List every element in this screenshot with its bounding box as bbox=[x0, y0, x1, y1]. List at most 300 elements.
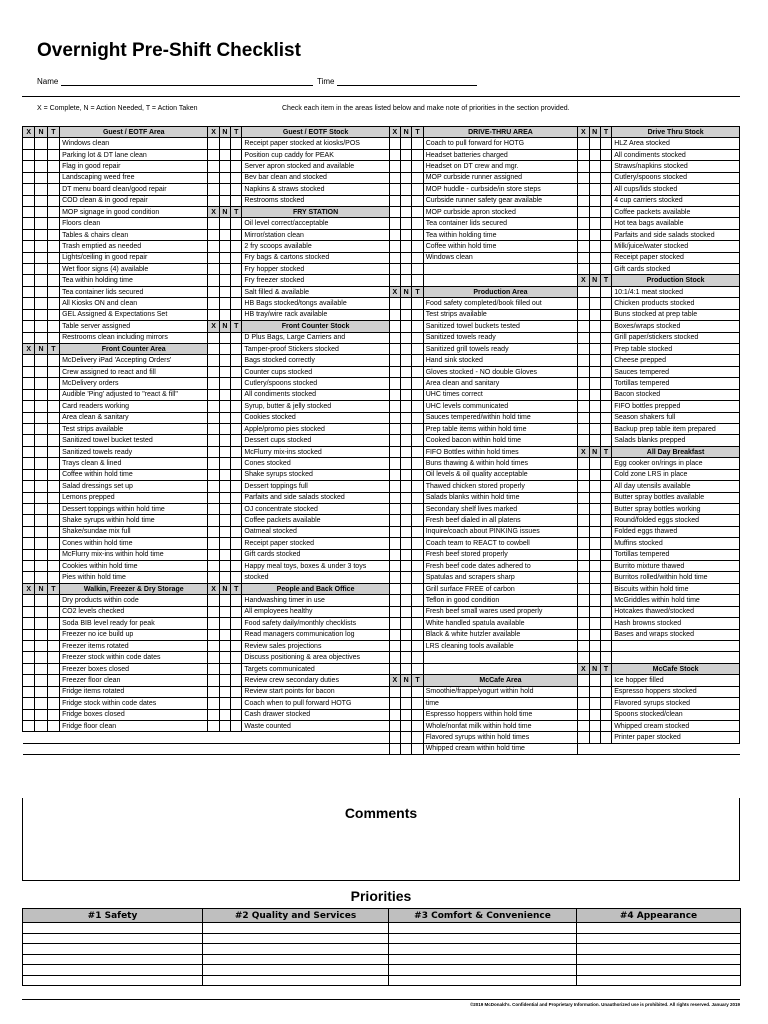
checkbox-x[interactable] bbox=[208, 698, 219, 709]
checkbox-x[interactable] bbox=[23, 709, 35, 720]
checkbox-x[interactable] bbox=[208, 652, 219, 663]
checkbox-n[interactable] bbox=[589, 344, 600, 355]
checkbox-x[interactable] bbox=[389, 161, 400, 172]
checkbox-t[interactable] bbox=[600, 423, 611, 434]
checkbox-n[interactable] bbox=[219, 549, 230, 560]
checkbox-t[interactable] bbox=[231, 640, 242, 651]
checkbox-n[interactable] bbox=[219, 218, 230, 229]
checkbox-t[interactable] bbox=[600, 515, 611, 526]
checkbox-t[interactable] bbox=[231, 389, 242, 400]
checkbox-t[interactable] bbox=[412, 321, 423, 332]
checkbox-x[interactable] bbox=[578, 709, 589, 720]
checkbox-x[interactable] bbox=[578, 423, 589, 434]
checkbox-n[interactable] bbox=[35, 538, 47, 549]
checkbox-t[interactable] bbox=[47, 138, 59, 149]
priority-entry-cell[interactable] bbox=[389, 933, 577, 944]
checkbox-x[interactable] bbox=[23, 401, 35, 412]
checkbox-t[interactable] bbox=[231, 241, 242, 252]
checkbox-x[interactable] bbox=[578, 561, 589, 572]
checkbox-n[interactable] bbox=[589, 583, 600, 594]
checkbox-x[interactable] bbox=[23, 184, 35, 195]
checkbox-n[interactable] bbox=[219, 401, 230, 412]
checkbox-n[interactable] bbox=[219, 686, 230, 697]
time-input-line[interactable] bbox=[337, 77, 477, 86]
checkbox-x[interactable] bbox=[389, 618, 400, 629]
checkbox-t[interactable] bbox=[231, 538, 242, 549]
checkbox-t[interactable] bbox=[600, 355, 611, 366]
checkbox-x[interactable] bbox=[208, 286, 219, 297]
checkbox-x[interactable] bbox=[208, 481, 219, 492]
checkbox-t[interactable] bbox=[412, 378, 423, 389]
priority-entry-cell[interactable] bbox=[577, 944, 741, 955]
checkbox-n[interactable] bbox=[401, 138, 412, 149]
checkbox-t[interactable] bbox=[47, 629, 59, 640]
checkbox-n[interactable] bbox=[401, 640, 412, 651]
checkbox-x[interactable] bbox=[208, 492, 219, 503]
checkbox-n[interactable] bbox=[35, 355, 47, 366]
checkbox-x[interactable] bbox=[208, 595, 219, 606]
priority-entry-cell[interactable] bbox=[203, 954, 389, 965]
checkbox-t[interactable] bbox=[412, 732, 423, 743]
checkbox-t[interactable] bbox=[600, 366, 611, 377]
checkbox-n[interactable] bbox=[401, 378, 412, 389]
checkbox-n[interactable] bbox=[219, 663, 230, 674]
checkbox-n[interactable] bbox=[35, 606, 47, 617]
checkbox-n[interactable] bbox=[401, 492, 412, 503]
checkbox-x[interactable] bbox=[23, 241, 35, 252]
checkbox-n[interactable] bbox=[35, 503, 47, 514]
checkbox-x[interactable] bbox=[389, 206, 400, 217]
checkbox-t[interactable] bbox=[412, 195, 423, 206]
checkbox-t[interactable] bbox=[47, 492, 59, 503]
checkbox-t[interactable] bbox=[600, 458, 611, 469]
checkbox-n[interactable] bbox=[589, 595, 600, 606]
checkbox-n[interactable] bbox=[35, 378, 47, 389]
checkbox-n[interactable] bbox=[35, 264, 47, 275]
checkbox-t[interactable] bbox=[231, 435, 242, 446]
checkbox-n[interactable] bbox=[589, 435, 600, 446]
checkbox-n[interactable] bbox=[219, 264, 230, 275]
checkbox-x[interactable] bbox=[208, 378, 219, 389]
checkbox-t[interactable] bbox=[412, 298, 423, 309]
checkbox-x[interactable] bbox=[23, 355, 35, 366]
checkbox-n[interactable] bbox=[401, 355, 412, 366]
checkbox-n[interactable] bbox=[35, 298, 47, 309]
checkbox-t[interactable] bbox=[412, 264, 423, 275]
checkbox-t[interactable] bbox=[231, 229, 242, 240]
checkbox-t[interactable] bbox=[231, 629, 242, 640]
checkbox-n[interactable] bbox=[35, 241, 47, 252]
checkbox-x[interactable] bbox=[23, 366, 35, 377]
checkbox-n[interactable] bbox=[219, 503, 230, 514]
checkbox-x[interactable] bbox=[389, 241, 400, 252]
checkbox-x[interactable] bbox=[23, 458, 35, 469]
checkbox-x[interactable] bbox=[208, 412, 219, 423]
checkbox-n[interactable] bbox=[219, 435, 230, 446]
checkbox-t[interactable] bbox=[412, 663, 423, 674]
checkbox-n[interactable] bbox=[589, 549, 600, 560]
checkbox-n[interactable] bbox=[401, 732, 412, 743]
checkbox-x[interactable] bbox=[578, 389, 589, 400]
checkbox-x[interactable] bbox=[578, 458, 589, 469]
checkbox-x[interactable] bbox=[389, 264, 400, 275]
checkbox-n[interactable] bbox=[401, 412, 412, 423]
checkbox-x[interactable] bbox=[578, 321, 589, 332]
checkbox-t[interactable] bbox=[600, 332, 611, 343]
checkbox-n[interactable] bbox=[219, 652, 230, 663]
checkbox-x[interactable] bbox=[23, 469, 35, 480]
checkbox-t[interactable] bbox=[47, 298, 59, 309]
checkbox-n[interactable] bbox=[401, 149, 412, 160]
checkbox-n[interactable] bbox=[401, 549, 412, 560]
checkbox-t[interactable] bbox=[412, 652, 423, 663]
checkbox-x[interactable] bbox=[578, 435, 589, 446]
checkbox-n[interactable] bbox=[219, 538, 230, 549]
checkbox-x[interactable] bbox=[389, 595, 400, 606]
checkbox-t[interactable] bbox=[231, 549, 242, 560]
checkbox-t[interactable] bbox=[600, 229, 611, 240]
checkbox-t[interactable] bbox=[47, 321, 59, 332]
checkbox-t[interactable] bbox=[412, 389, 423, 400]
checkbox-n[interactable] bbox=[401, 538, 412, 549]
checkbox-n[interactable] bbox=[401, 572, 412, 583]
checkbox-x[interactable] bbox=[578, 401, 589, 412]
checkbox-t[interactable] bbox=[600, 606, 611, 617]
checkbox-t[interactable] bbox=[600, 549, 611, 560]
checkbox-n[interactable] bbox=[589, 206, 600, 217]
checkbox-t[interactable] bbox=[231, 218, 242, 229]
checkbox-x[interactable] bbox=[23, 309, 35, 320]
checkbox-t[interactable] bbox=[600, 492, 611, 503]
checkbox-t[interactable] bbox=[47, 309, 59, 320]
priority-entry-cell[interactable] bbox=[577, 923, 741, 934]
checkbox-n[interactable] bbox=[35, 595, 47, 606]
checkbox-x[interactable] bbox=[23, 378, 35, 389]
checkbox-t[interactable] bbox=[600, 264, 611, 275]
checkbox-n[interactable] bbox=[35, 663, 47, 674]
checkbox-x[interactable] bbox=[389, 389, 400, 400]
checkbox-n[interactable] bbox=[35, 389, 47, 400]
checkbox-x[interactable] bbox=[389, 252, 400, 263]
checkbox-n[interactable] bbox=[35, 526, 47, 537]
checkbox-t[interactable] bbox=[47, 161, 59, 172]
checkbox-t[interactable] bbox=[47, 366, 59, 377]
checkbox-n[interactable] bbox=[35, 206, 47, 217]
checkbox-x[interactable] bbox=[23, 138, 35, 149]
checkbox-t[interactable] bbox=[231, 286, 242, 297]
checkbox-x[interactable] bbox=[23, 629, 35, 640]
checkbox-t[interactable] bbox=[231, 606, 242, 617]
checkbox-t[interactable] bbox=[412, 709, 423, 720]
priority-entry-cell[interactable] bbox=[577, 954, 741, 965]
checkbox-x[interactable] bbox=[389, 423, 400, 434]
checkbox-t[interactable] bbox=[412, 686, 423, 697]
checkbox-n[interactable] bbox=[219, 492, 230, 503]
checkbox-n[interactable] bbox=[35, 309, 47, 320]
checkbox-n[interactable] bbox=[219, 606, 230, 617]
checkbox-n[interactable] bbox=[219, 366, 230, 377]
checkbox-n[interactable] bbox=[401, 321, 412, 332]
checkbox-x[interactable] bbox=[208, 549, 219, 560]
checkbox-n[interactable] bbox=[589, 389, 600, 400]
checkbox-x[interactable] bbox=[23, 698, 35, 709]
checkbox-x[interactable] bbox=[23, 538, 35, 549]
checkbox-n[interactable] bbox=[219, 561, 230, 572]
checkbox-t[interactable] bbox=[231, 332, 242, 343]
checkbox-t[interactable] bbox=[47, 184, 59, 195]
checkbox-n[interactable] bbox=[35, 720, 47, 731]
checkbox-x[interactable] bbox=[23, 298, 35, 309]
checkbox-t[interactable] bbox=[231, 195, 242, 206]
checkbox-x[interactable] bbox=[578, 161, 589, 172]
checkbox-n[interactable] bbox=[589, 298, 600, 309]
checkbox-t[interactable] bbox=[600, 435, 611, 446]
checkbox-t[interactable] bbox=[231, 515, 242, 526]
checkbox-t[interactable] bbox=[412, 640, 423, 651]
checkbox-x[interactable] bbox=[23, 606, 35, 617]
checkbox-t[interactable] bbox=[231, 355, 242, 366]
checkbox-t[interactable] bbox=[231, 492, 242, 503]
checkbox-n[interactable] bbox=[589, 149, 600, 160]
checkbox-n[interactable] bbox=[35, 686, 47, 697]
checkbox-x[interactable] bbox=[389, 138, 400, 149]
checkbox-x[interactable] bbox=[578, 241, 589, 252]
checkbox-x[interactable] bbox=[389, 686, 400, 697]
checkbox-n[interactable] bbox=[589, 138, 600, 149]
priority-entry-cell[interactable] bbox=[23, 944, 203, 955]
checkbox-n[interactable] bbox=[219, 720, 230, 731]
checkbox-n[interactable] bbox=[219, 275, 230, 286]
checkbox-x[interactable] bbox=[578, 675, 589, 686]
checkbox-x[interactable] bbox=[578, 503, 589, 514]
checkbox-t[interactable] bbox=[231, 401, 242, 412]
checkbox-x[interactable] bbox=[578, 138, 589, 149]
checkbox-x[interactable] bbox=[208, 640, 219, 651]
checkbox-x[interactable] bbox=[578, 720, 589, 731]
checkbox-x[interactable] bbox=[208, 298, 219, 309]
checkbox-t[interactable] bbox=[47, 378, 59, 389]
checkbox-n[interactable] bbox=[35, 366, 47, 377]
priority-entry-cell[interactable] bbox=[203, 975, 389, 986]
checkbox-t[interactable] bbox=[412, 481, 423, 492]
checkbox-t[interactable] bbox=[600, 561, 611, 572]
name-field[interactable] bbox=[37, 77, 313, 86]
name-input-line[interactable] bbox=[61, 77, 313, 86]
checkbox-x[interactable] bbox=[208, 469, 219, 480]
checkbox-x[interactable] bbox=[23, 686, 35, 697]
checkbox-n[interactable] bbox=[219, 640, 230, 651]
priority-entry-cell[interactable] bbox=[203, 923, 389, 934]
checkbox-t[interactable] bbox=[412, 595, 423, 606]
checkbox-t[interactable] bbox=[600, 709, 611, 720]
checkbox-x[interactable] bbox=[23, 206, 35, 217]
priority-entry-cell[interactable] bbox=[577, 975, 741, 986]
checkbox-t[interactable] bbox=[412, 172, 423, 183]
priority-entry-cell[interactable] bbox=[389, 944, 577, 955]
checkbox-x[interactable] bbox=[208, 309, 219, 320]
checkbox-x[interactable] bbox=[578, 606, 589, 617]
checkbox-t[interactable] bbox=[600, 206, 611, 217]
checkbox-t[interactable] bbox=[600, 469, 611, 480]
checkbox-n[interactable] bbox=[401, 435, 412, 446]
checkbox-n[interactable] bbox=[589, 412, 600, 423]
checkbox-t[interactable] bbox=[231, 686, 242, 697]
checkbox-t[interactable] bbox=[231, 138, 242, 149]
checkbox-x[interactable] bbox=[578, 686, 589, 697]
checkbox-t[interactable] bbox=[231, 595, 242, 606]
checkbox-t[interactable] bbox=[47, 435, 59, 446]
checkbox-x[interactable] bbox=[208, 149, 219, 160]
checkbox-n[interactable] bbox=[219, 286, 230, 297]
checkbox-x[interactable] bbox=[389, 663, 400, 674]
checkbox-t[interactable] bbox=[47, 206, 59, 217]
priority-entry-cell[interactable] bbox=[203, 944, 389, 955]
checkbox-n[interactable] bbox=[589, 492, 600, 503]
checkbox-n[interactable] bbox=[35, 229, 47, 240]
checkbox-x[interactable] bbox=[578, 218, 589, 229]
checkbox-t[interactable] bbox=[47, 229, 59, 240]
checkbox-t[interactable] bbox=[412, 698, 423, 709]
checkbox-x[interactable] bbox=[578, 515, 589, 526]
checkbox-x[interactable] bbox=[208, 241, 219, 252]
checkbox-t[interactable] bbox=[412, 538, 423, 549]
checkbox-t[interactable] bbox=[47, 618, 59, 629]
checkbox-t[interactable] bbox=[412, 138, 423, 149]
priority-entry-cell[interactable] bbox=[23, 954, 203, 965]
checkbox-t[interactable] bbox=[231, 652, 242, 663]
checkbox-n[interactable] bbox=[589, 469, 600, 480]
checkbox-x[interactable] bbox=[23, 149, 35, 160]
checkbox-t[interactable] bbox=[47, 640, 59, 651]
checkbox-t[interactable] bbox=[47, 561, 59, 572]
checkbox-n[interactable] bbox=[219, 412, 230, 423]
checkbox-t[interactable] bbox=[47, 515, 59, 526]
checkbox-t[interactable] bbox=[412, 401, 423, 412]
checkbox-n[interactable] bbox=[589, 401, 600, 412]
checkbox-n[interactable] bbox=[589, 184, 600, 195]
checkbox-n[interactable] bbox=[219, 252, 230, 263]
checkbox-t[interactable] bbox=[600, 526, 611, 537]
checkbox-x[interactable] bbox=[208, 252, 219, 263]
checkbox-x[interactable] bbox=[23, 492, 35, 503]
checkbox-t[interactable] bbox=[231, 423, 242, 434]
checkbox-x[interactable] bbox=[578, 572, 589, 583]
checkbox-n[interactable] bbox=[35, 469, 47, 480]
checkbox-x[interactable] bbox=[208, 355, 219, 366]
checkbox-t[interactable] bbox=[412, 275, 423, 286]
checkbox-n[interactable] bbox=[35, 252, 47, 263]
checkbox-n[interactable] bbox=[401, 606, 412, 617]
checkbox-n[interactable] bbox=[401, 344, 412, 355]
checkbox-t[interactable] bbox=[231, 720, 242, 731]
checkbox-t[interactable] bbox=[231, 458, 242, 469]
checkbox-x[interactable] bbox=[389, 332, 400, 343]
checkbox-n[interactable] bbox=[401, 172, 412, 183]
priority-entry-cell[interactable] bbox=[389, 954, 577, 965]
checkbox-t[interactable] bbox=[47, 663, 59, 674]
checkbox-n[interactable] bbox=[401, 218, 412, 229]
checkbox-n[interactable] bbox=[589, 561, 600, 572]
checkbox-n[interactable] bbox=[401, 389, 412, 400]
checkbox-t[interactable] bbox=[47, 355, 59, 366]
checkbox-t[interactable] bbox=[412, 503, 423, 514]
checkbox-x[interactable] bbox=[23, 526, 35, 537]
checkbox-n[interactable] bbox=[35, 275, 47, 286]
checkbox-x[interactable] bbox=[578, 412, 589, 423]
checkbox-x[interactable] bbox=[578, 195, 589, 206]
checkbox-n[interactable] bbox=[401, 743, 412, 754]
checkbox-n[interactable] bbox=[589, 378, 600, 389]
checkbox-x[interactable] bbox=[23, 275, 35, 286]
checkbox-x[interactable] bbox=[208, 618, 219, 629]
checkbox-n[interactable] bbox=[35, 412, 47, 423]
checkbox-n[interactable] bbox=[219, 595, 230, 606]
checkbox-n[interactable] bbox=[35, 195, 47, 206]
checkbox-x[interactable] bbox=[578, 298, 589, 309]
checkbox-t[interactable] bbox=[231, 344, 242, 355]
checkbox-x[interactable] bbox=[389, 435, 400, 446]
checkbox-t[interactable] bbox=[600, 321, 611, 332]
checkbox-n[interactable] bbox=[35, 286, 47, 297]
checkbox-x[interactable] bbox=[389, 355, 400, 366]
checkbox-t[interactable] bbox=[600, 344, 611, 355]
checkbox-n[interactable] bbox=[219, 149, 230, 160]
checkbox-x[interactable] bbox=[389, 446, 400, 457]
checkbox-t[interactable] bbox=[600, 595, 611, 606]
checkbox-x[interactable] bbox=[389, 298, 400, 309]
checkbox-t[interactable] bbox=[47, 446, 59, 457]
checkbox-x[interactable] bbox=[389, 629, 400, 640]
priority-entry-cell[interactable] bbox=[389, 965, 577, 976]
checkbox-n[interactable] bbox=[35, 698, 47, 709]
checkbox-n[interactable] bbox=[401, 698, 412, 709]
checkbox-n[interactable] bbox=[589, 309, 600, 320]
checkbox-t[interactable] bbox=[231, 275, 242, 286]
checkbox-n[interactable] bbox=[35, 618, 47, 629]
checkbox-x[interactable] bbox=[208, 446, 219, 457]
checkbox-t[interactable] bbox=[600, 720, 611, 731]
checkbox-t[interactable] bbox=[231, 446, 242, 457]
checkbox-x[interactable] bbox=[578, 652, 589, 663]
checkbox-n[interactable] bbox=[35, 184, 47, 195]
checkbox-n[interactable] bbox=[401, 526, 412, 537]
checkbox-n[interactable] bbox=[401, 252, 412, 263]
checkbox-x[interactable] bbox=[208, 526, 219, 537]
checkbox-x[interactable] bbox=[208, 218, 219, 229]
checkbox-t[interactable] bbox=[600, 378, 611, 389]
checkbox-n[interactable] bbox=[35, 435, 47, 446]
priority-entry-cell[interactable] bbox=[203, 933, 389, 944]
checkbox-n[interactable] bbox=[401, 298, 412, 309]
checkbox-t[interactable] bbox=[600, 298, 611, 309]
checkbox-n[interactable] bbox=[589, 423, 600, 434]
checkbox-n[interactable] bbox=[589, 606, 600, 617]
checkbox-t[interactable] bbox=[47, 720, 59, 731]
checkbox-x[interactable] bbox=[23, 572, 35, 583]
checkbox-n[interactable] bbox=[401, 629, 412, 640]
checkbox-n[interactable] bbox=[589, 366, 600, 377]
checkbox-x[interactable] bbox=[389, 583, 400, 594]
checkbox-n[interactable] bbox=[589, 652, 600, 663]
checkbox-n[interactable] bbox=[589, 321, 600, 332]
checkbox-x[interactable] bbox=[208, 458, 219, 469]
checkbox-t[interactable] bbox=[412, 629, 423, 640]
checkbox-t[interactable] bbox=[600, 686, 611, 697]
checkbox-x[interactable] bbox=[389, 218, 400, 229]
checkbox-n[interactable] bbox=[401, 458, 412, 469]
checkbox-t[interactable] bbox=[600, 286, 611, 297]
checkbox-n[interactable] bbox=[589, 458, 600, 469]
